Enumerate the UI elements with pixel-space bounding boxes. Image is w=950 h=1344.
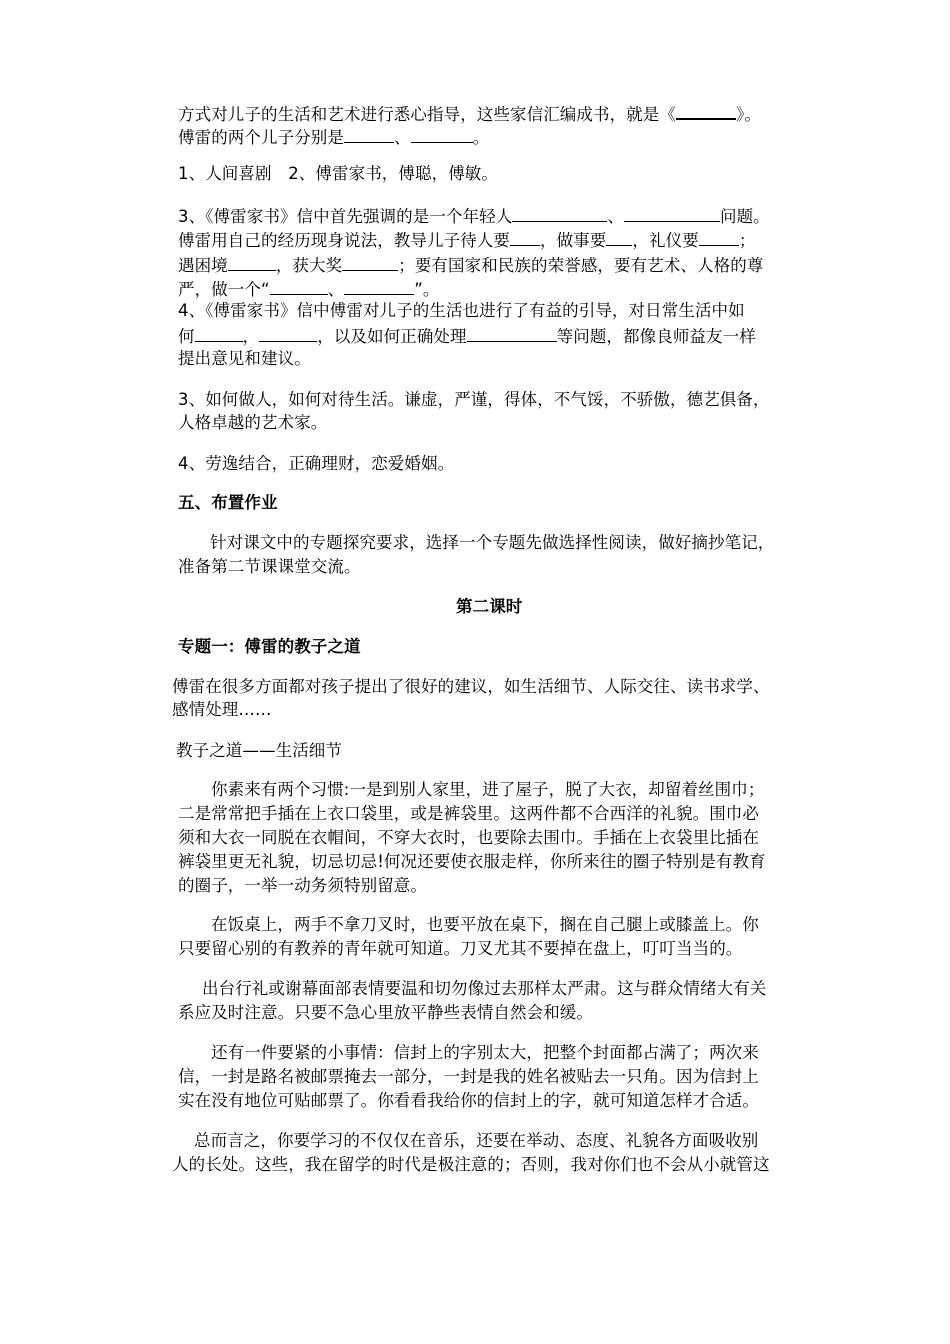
paragraph-line: 实在没有地位可贴邮票了。你看看我给你的信封上的字，就可知道怎样才合适。	[178, 1091, 759, 1110]
paragraph-line: 须和大衣一同脱在衣帽间，不穿大衣时，也要除去围巾。手插在上衣袋里比插在	[178, 828, 759, 847]
paragraph-line: 只要留心别的有教养的青年就可知道。刀叉尤其不要掉在盘上，叮叮当当的。	[178, 939, 743, 958]
intro-line-1	[178, 101, 761, 126]
paragraph-line: 二是常常把手插在上衣口袋里，或是裤袋里。这两件都不合西洋的礼貌。围巾必	[178, 804, 759, 823]
paragraph-line: 裤袋里更无礼貌，切忌切忌!何况还要使衣服走样，你所来往的圈子特别是有教育	[178, 852, 766, 871]
q3-line-4	[178, 277, 440, 301]
paragraph-line: 还有一件要紧的小事情：信封上的字别太大，把整个封面都占满了；两次来	[211, 1043, 759, 1062]
paragraph-line: 总而言之，你要学习的不仅仅在音乐，还要在举动、态度、礼貌各方面吸收别	[194, 1131, 759, 1150]
fill-blank[interactable]	[467, 324, 557, 342]
intro-text: 》。	[736, 105, 761, 124]
fill-blank[interactable]	[270, 277, 328, 295]
q3-text: ；要有国家和民族的荣誉感，要有艺术、人格的尊	[398, 256, 764, 275]
q3-text: ”。	[414, 280, 440, 299]
q3-text: ，做事要	[540, 231, 607, 250]
q4-text: 等问题，都像良师益友一样	[556, 327, 756, 346]
fill-blank[interactable]	[624, 204, 720, 222]
fill-blank[interactable]	[699, 228, 739, 246]
answers-3-line-2: 人格卓越的艺术家。	[178, 413, 328, 432]
paragraph-line: 在饭桌上，两手不拿刀叉时，也要平放在桌下，搁在自己腿上或膝盖上。你	[211, 915, 759, 934]
q3-text: ；	[738, 231, 756, 250]
fill-blank[interactable]	[259, 324, 317, 342]
q4-text: 何	[178, 327, 195, 346]
fill-blank[interactable]	[411, 125, 473, 143]
q3-text: ，礼仪要	[632, 231, 699, 250]
q3-text: 严，做一个“	[178, 280, 270, 299]
q3-line-1	[178, 204, 770, 228]
q4-text: ，	[242, 327, 260, 346]
intro-text: 、	[394, 128, 411, 147]
q3-text: ，获大奖	[275, 256, 343, 275]
paragraph-line: 系应及时注意。只要不急心里放平静些表情自然会和缓。	[178, 1003, 593, 1022]
intro-text: 傅雷的两个儿子分别是	[178, 128, 344, 147]
fill-blank[interactable]	[676, 101, 736, 120]
fill-blank[interactable]	[228, 253, 276, 271]
homework-line-1: 针对课文中的专题探究要求，选择一个专题先做选择性阅读，做好摘抄笔记，	[210, 533, 775, 552]
answers-3-line-1: 3、如何做人，如何对待生活。谦虚，严谨，得体，不气馁，不骄傲，德艺俱备，	[178, 390, 770, 409]
topic-intro-line-2: 感情处理……	[172, 700, 272, 719]
paragraph-line: 人的长处。这些，我在留学的时代是极注意的；否则，我对你们也不会从小就管这	[172, 1155, 770, 1174]
q4-line-1: 4、《傅雷家书》信中傅雷对儿子的生活也进行了有益的引导，对日常生活中如	[178, 301, 745, 320]
q3-text: 、	[607, 207, 624, 226]
paragraph-line: 信，一封是路名被邮票掩去一部分，一封是我的姓名被贴去一只角。因为信封上	[178, 1067, 759, 1086]
fill-blank[interactable]	[510, 228, 540, 246]
paragraph-line: 你素来有两个习惯:一是到别人家里，进了屋子，脱了大衣，却留着丝围巾；	[211, 780, 765, 799]
paragraph-line: 的圈子，一举一动务须特别留意。	[178, 876, 427, 895]
fill-blank[interactable]	[195, 324, 243, 342]
q3-line-3	[178, 253, 763, 277]
q3-text: 3、《傅雷家书》信中首先强调的是一个年轻人	[178, 207, 513, 226]
homework-line-2: 准备第二节课课堂交流。	[178, 557, 361, 576]
q4-line-3: 提出意见和建议。	[178, 349, 311, 368]
section-heading: 五、布置作业	[178, 493, 278, 512]
subtitle: 教子之道——生活细节	[176, 741, 342, 760]
topic-heading: 专题一：傅雷的教子之道	[178, 637, 361, 656]
q3-text: 、	[327, 280, 345, 299]
paragraph-line: 出台行礼或谢幕面部表情要温和切勿像过去那样太严肃。这与群众情绪大有关	[202, 979, 767, 998]
q3-text: 遇困境	[178, 256, 228, 275]
fill-blank[interactable]	[344, 277, 414, 295]
q3-line-2	[178, 228, 755, 252]
intro-text: 方式对儿子的生活和艺术进行悉心指导，这些家信汇编成书，就是《	[178, 105, 676, 124]
q4-text: ，以及如何正确处理	[317, 327, 467, 346]
fill-blank[interactable]	[512, 204, 607, 222]
fill-blank[interactable]	[342, 253, 398, 271]
q3-text: 傅雷用自己的经历现身说法，教导儿子待人要	[178, 231, 510, 250]
intro-line-2	[178, 125, 489, 149]
fill-blank[interactable]	[344, 125, 394, 143]
answers-1-2: 1、人间喜剧 2、傅雷家书，傅聪，傅敏。	[178, 164, 498, 183]
intro-text: 。	[472, 128, 490, 147]
fill-blank[interactable]	[606, 228, 632, 246]
answers-4: 4、劳逸结合，正确理财，恋爱婚姻。	[178, 454, 455, 473]
q3-text: 问题。	[719, 207, 770, 226]
q4-line-2	[178, 324, 756, 348]
topic-intro-line-1: 傅雷在很多方面都对孩子提出了很好的建议，如生活细节、人际交往、读书求学、	[172, 677, 770, 696]
lesson-title: 第二课时	[456, 597, 523, 616]
